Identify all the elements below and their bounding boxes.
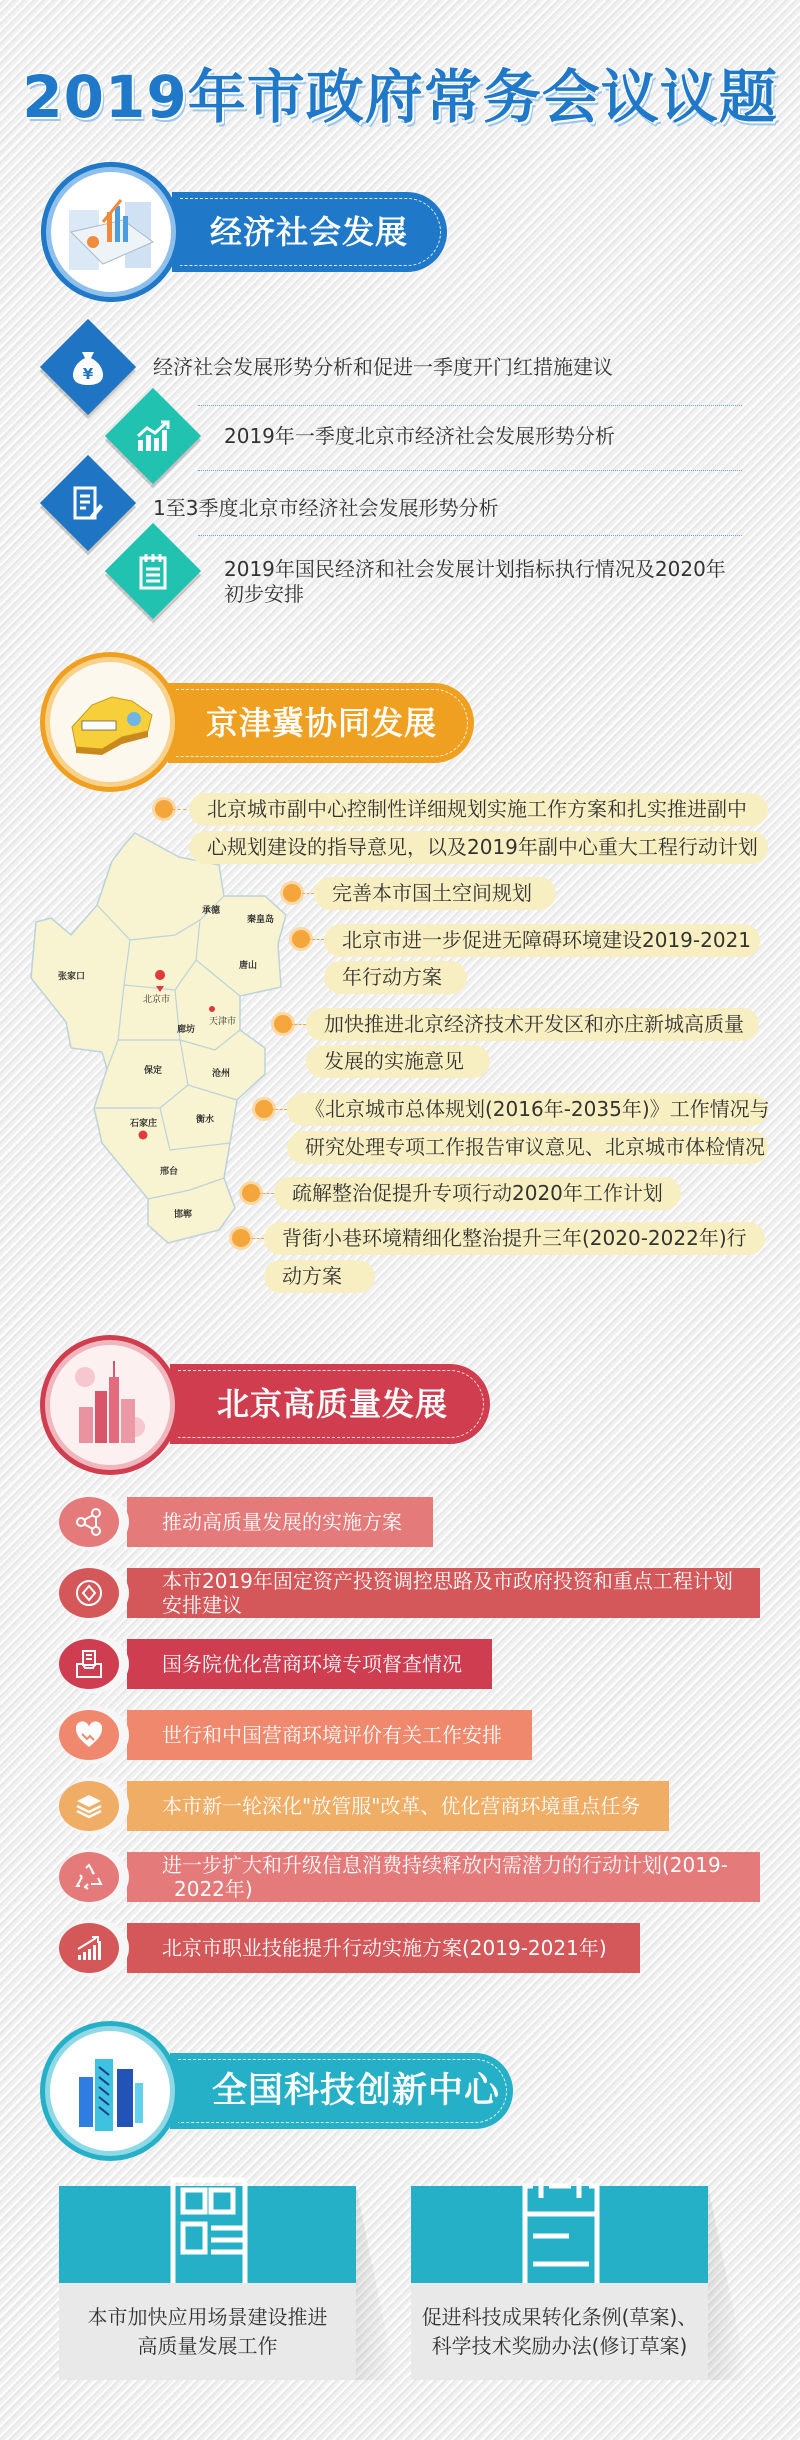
agenda-item: 完善本市国土空间规划 bbox=[314, 877, 556, 910]
agenda-item-text: 本市新一轮深化"放管服"改革、优化营商环境重点任务 bbox=[162, 1794, 641, 1818]
divider bbox=[198, 535, 742, 536]
section-header-emblem bbox=[40, 2021, 180, 2161]
section-header-emblem bbox=[41, 162, 181, 302]
section-header-banner bbox=[170, 1364, 490, 1444]
map-label: 承德 bbox=[202, 906, 221, 916]
map-label: 北京市 bbox=[143, 995, 171, 1005]
divider bbox=[198, 470, 742, 471]
section-heading: 北京高质量发展 bbox=[217, 1385, 449, 1423]
map-label: 天津市 bbox=[209, 1017, 237, 1027]
recycle-icon bbox=[59, 1852, 119, 1902]
agenda-item-line: 2022年) bbox=[174, 1877, 253, 1901]
city-buildings-icon bbox=[65, 1357, 155, 1453]
handshake-heart-icon bbox=[59, 1710, 119, 1760]
section-header-banner bbox=[170, 2053, 513, 2129]
agenda-item-line: 安排建议 bbox=[162, 1593, 242, 1617]
agenda-item bbox=[127, 1710, 532, 1760]
agenda-item-line: 动方案 bbox=[264, 1260, 375, 1293]
growth-chart-icon bbox=[133, 416, 173, 456]
map-label: 廊坊 bbox=[177, 1025, 196, 1035]
section-header-emblem bbox=[40, 652, 180, 792]
svg-text:¥: ¥ bbox=[82, 365, 94, 383]
agenda-item bbox=[127, 1852, 760, 1902]
section-heading: 经济社会发展 bbox=[210, 213, 409, 251]
section-header-emblem bbox=[40, 1335, 180, 1475]
agenda-item-line: 年行动方案 bbox=[324, 961, 467, 994]
agenda-item: 北京市进一步促进无障碍环境建设2019-2021 bbox=[324, 924, 760, 957]
bullet-dot-icon bbox=[155, 800, 173, 818]
agenda-item-line: 2019年国民经济和社会发展计划指标执行情况及2020年 bbox=[224, 557, 726, 581]
agenda-item bbox=[127, 1568, 760, 1618]
divider bbox=[198, 405, 742, 406]
map-label: 沧州 bbox=[212, 1069, 231, 1079]
map-label: 张家口 bbox=[58, 972, 86, 982]
map-label: 秦皇岛 bbox=[247, 915, 275, 925]
map-label: 邯郸 bbox=[174, 1210, 193, 1220]
page-title: 2019年市政府常务会议议题 bbox=[22, 63, 778, 131]
agenda-item-line: 本市2019年固定资产投资调控思路及市政府投资和重点工程计划 bbox=[162, 1569, 733, 1593]
agenda-item: 《北京城市总体规划(2016年-2035年)》工作情况与 bbox=[287, 1093, 768, 1126]
card-text-line: 高质量发展工作 bbox=[137, 2334, 278, 2358]
shijiazhuang-marker-icon bbox=[139, 1131, 148, 1140]
section-heading: 全国科技创新中心 bbox=[212, 2071, 501, 2111]
map-label: 保定 bbox=[144, 1066, 163, 1076]
region-map-icon bbox=[62, 687, 158, 757]
agenda-item bbox=[127, 1639, 492, 1689]
inbox-document-icon bbox=[59, 1639, 119, 1689]
document-edit-icon bbox=[68, 483, 108, 523]
share-nodes-icon bbox=[59, 1497, 119, 1547]
card-text-line: 本市加快应用场景建设推进 bbox=[87, 2305, 328, 2329]
agenda-item-text: 世行和中国营商环境评价有关工作安排 bbox=[162, 1723, 502, 1747]
agenda-item-text: 国务院优化营商环境专项督查情况 bbox=[162, 1652, 462, 1676]
layout-grid-icon bbox=[59, 2186, 356, 2283]
agenda-item bbox=[224, 557, 726, 607]
tianjin-marker-icon bbox=[209, 1006, 215, 1012]
card-text-line: 促进科技成果转化条例(草案)、 bbox=[421, 2305, 698, 2329]
layers-icon bbox=[59, 1781, 119, 1831]
agenda-item-text: 推动高质量发展的实施方案 bbox=[162, 1510, 402, 1534]
agenda-item-line: 心规划建设的指导意见，以及2019年副中心重大工程行动计划 bbox=[189, 831, 768, 864]
money-bag-icon bbox=[68, 347, 108, 387]
coin-icon bbox=[59, 1568, 119, 1618]
agenda-item-line: 初步安排 bbox=[224, 582, 304, 606]
agenda-item: 加快推进北京经济技术开发区和亦庄新城高质量 bbox=[306, 1008, 759, 1041]
agenda-item bbox=[127, 1923, 640, 1973]
report-charts-icon bbox=[63, 192, 159, 272]
map-label: 石家庄 bbox=[130, 1119, 158, 1129]
section-header-banner bbox=[168, 683, 474, 763]
agenda-item-text: 北京市职业技能提升行动实施方案(2019-2021年) bbox=[162, 1936, 607, 1960]
server-buildings-icon bbox=[65, 2043, 155, 2139]
agenda-item bbox=[127, 1497, 433, 1547]
map-label: 邢台 bbox=[160, 1167, 179, 1177]
agenda-item bbox=[127, 1781, 669, 1831]
calendar-icon bbox=[411, 2186, 708, 2283]
map-label: 唐山 bbox=[239, 961, 258, 971]
topic-card bbox=[59, 2186, 356, 2380]
notepad-icon bbox=[133, 551, 173, 591]
agenda-item: 疏解整治促提升专项行动2020年工作计划 bbox=[274, 1177, 681, 1210]
topic-card bbox=[411, 2186, 708, 2380]
card-text-line: 科学技术奖励办法(修订草案) bbox=[431, 2334, 688, 2358]
bar-growth-icon bbox=[59, 1923, 119, 1973]
agenda-item-line: 发展的实施意见 bbox=[306, 1045, 490, 1078]
map-label: 衡水 bbox=[196, 1115, 215, 1125]
section-header-banner bbox=[172, 192, 447, 272]
agenda-item: 经济社会发展形势分析和促进一季度开门红措施建议 bbox=[153, 355, 613, 379]
section-heading: 京津冀协同发展 bbox=[206, 704, 438, 742]
agenda-item: 2019年一季度北京市经济社会发展形势分析 bbox=[224, 424, 615, 448]
agenda-item: 1至3季度北京市经济社会发展形势分析 bbox=[153, 496, 499, 520]
agenda-item: 背街小巷环境精细化整治提升三年(2020-2022年)行 bbox=[264, 1222, 765, 1255]
agenda-item-line: 研究处理专项工作报告审议意见、北京城市体检情况 bbox=[287, 1131, 768, 1164]
agenda-item: 北京城市副中心控制性详细规划实施工作方案和扎实推进副中 bbox=[189, 793, 768, 826]
agenda-item-line: 进一步扩大和升级信息消费持续释放内需潜力的行动计划(2019- bbox=[162, 1853, 728, 1877]
